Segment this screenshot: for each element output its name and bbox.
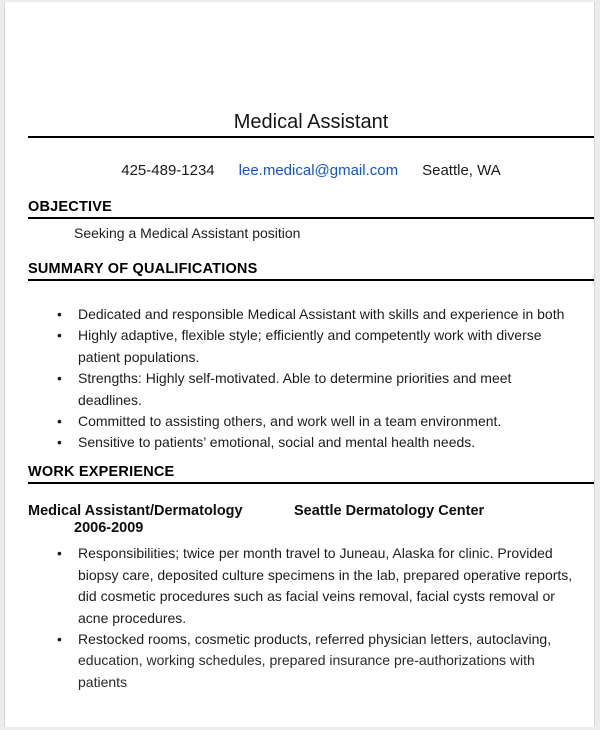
list-item: • Dedicated and responsible Medical Assistant with skills and experience in both <box>28 304 594 325</box>
contact-phone: 425-489-1234 <box>121 162 215 179</box>
contact-location: Seattle, WA <box>422 162 501 179</box>
list-item: • Responsibilities; twice per month travel to Juneau, Alaska for clinic. Provided biopsy care, deposited culture specimens in the lab, prepared operative reports, did cosmetic procedures such as facial veins removal, facial cysts removal or acne procedures. <box>28 543 594 629</box>
contact-email-link[interactable]: lee.medical@gmail.com <box>238 162 399 179</box>
clipped-text-line: education, working schedules, prepared insurance pre-authorizations with patients <box>78 652 535 690</box>
job-employer: Seattle Dermatology Center <box>294 502 485 519</box>
contact-row <box>28 162 594 179</box>
list-item: • Sensitive to patients’ emotional, social and mental health needs. <box>28 432 594 453</box>
qualifications-list <box>28 304 594 454</box>
list-item: • Highly adaptive, flexible style; efficiently and competently work with diverse patient populations. <box>28 325 594 368</box>
job-role: Medical Assistant/Dermatology <box>28 502 243 519</box>
experience-list <box>28 543 594 650</box>
title-block <box>28 109 594 138</box>
list-item: • Restocked rooms, cosmetic products, referred physician letters, autoclaving, <box>28 629 594 650</box>
page-title: Medical Assistant <box>233 111 389 133</box>
objective-text: Seeking a Medical Assistant position <box>74 225 301 241</box>
job-header-row <box>28 503 594 520</box>
section-heading-qualifications: SUMMARY OF QUALIFICATIONS <box>28 261 594 281</box>
list-item: • Strengths: Highly self-motivated. Able to determine priorities and meet deadlines. <box>28 368 594 411</box>
document-page <box>4 2 595 727</box>
section-heading-experience: WORK EXPERIENCE <box>28 464 594 484</box>
section-heading-objective: OBJECTIVE <box>28 199 594 219</box>
list-item: • Committed to assisting others, and work well in a team environment. <box>28 411 594 432</box>
page-content <box>28 2 594 690</box>
job-dates: 2006-2009 <box>74 519 144 536</box>
